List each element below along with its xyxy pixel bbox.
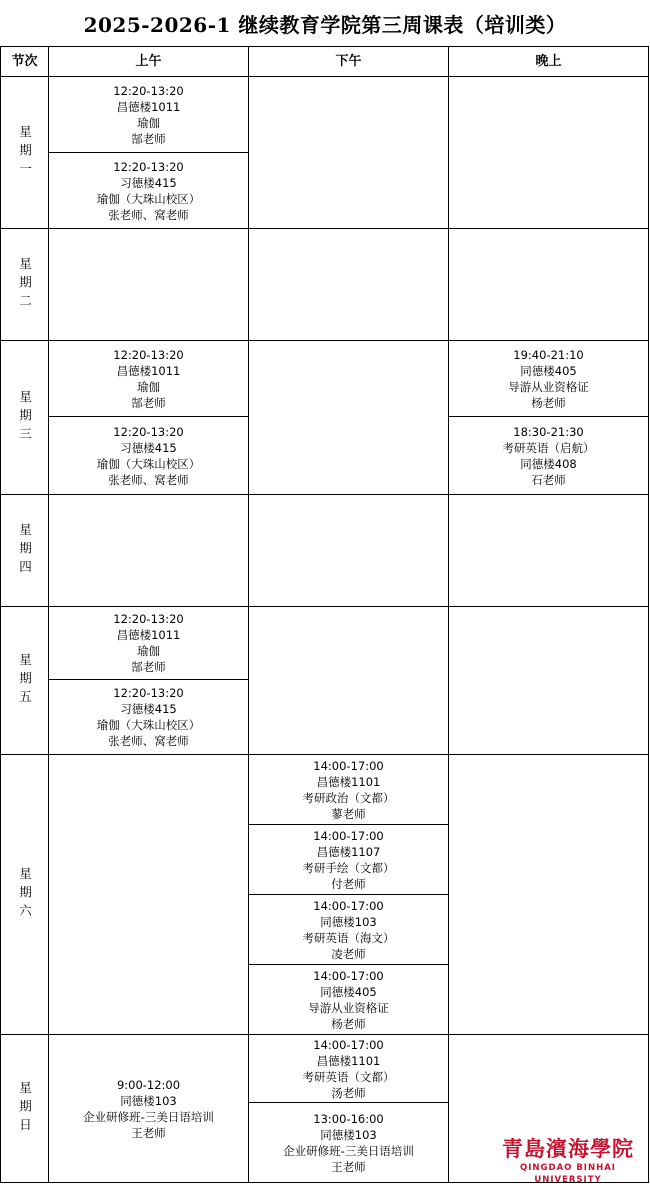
entry-course: 考研英语（海文） (302, 930, 395, 945)
entry-room: 习德楼415 (120, 175, 177, 190)
day-label-mon: 星期一 (17, 124, 33, 181)
entry-time: 12:20-13:20 (113, 686, 184, 700)
course-entry (49, 680, 248, 754)
header-session: 节次 (11, 53, 38, 69)
entry-room: 昌德楼1107 (316, 844, 381, 859)
entry-teacher: 凌老师 (331, 946, 366, 961)
row-divider (0, 1034, 649, 1035)
entry-teacher: 郜老师 (131, 395, 166, 410)
entry-time: 9:00-12:00 (116, 1077, 181, 1092)
entry-course: 瑜伽（大珠山校区） (96, 718, 201, 732)
cell-divider (48, 416, 248, 417)
entry-course: 瑜伽 (137, 379, 160, 394)
entry-room: 同德楼405 (520, 363, 577, 378)
day-label-sat: 星期六 (17, 866, 33, 923)
table-border-right (648, 46, 649, 1183)
entry-course: 瑜伽（大珠山校区） (96, 191, 201, 206)
header-morning: 上午 (135, 53, 162, 69)
table-border-top (0, 46, 649, 47)
entry-course: 考研政治（文都） (302, 790, 395, 805)
course-entry (449, 341, 648, 416)
entry-teacher: 蓼老师 (331, 806, 366, 821)
col-divider (448, 46, 449, 1183)
entry-time: 14:00-17:00 (313, 758, 384, 773)
entry-course: 导游从业资格证 (308, 1000, 389, 1015)
entry-teacher: 郜老师 (131, 660, 166, 674)
entry-time: 14:00-17:00 (313, 968, 384, 983)
course-entry (249, 1035, 448, 1102)
header-afternoon: 下午 (335, 53, 362, 69)
entry-room: 习德楼415 (120, 440, 177, 455)
course-entry (249, 895, 448, 964)
entry-time: 12:20-13:20 (113, 83, 184, 98)
entry-teacher: 王老师 (331, 1159, 366, 1174)
col-divider (48, 46, 49, 1183)
entry-time: 12:20-13:20 (113, 424, 184, 439)
schedule-table (0, 46, 650, 1183)
entry-time: 12:20-13:20 (113, 347, 184, 362)
course-entry (449, 417, 648, 494)
course-entry (49, 607, 248, 679)
entry-time: 18:30-21:30 (513, 424, 584, 439)
entry-course: 瑜伽（大珠山校区） (96, 456, 201, 471)
day-label-fri: 星期五 (17, 652, 33, 709)
entry-room: 昌德楼1011 (116, 628, 181, 642)
col-divider (248, 46, 249, 1183)
entry-course: 瑜伽 (137, 115, 160, 130)
entry-teacher: 杨老师 (331, 1016, 366, 1031)
cell-divider (248, 1102, 448, 1103)
entry-course: 导游从业资格证 (508, 379, 589, 394)
row-divider (0, 340, 649, 341)
row-divider (0, 494, 649, 495)
entry-teacher: 汤老师 (331, 1085, 366, 1100)
course-entry (249, 965, 448, 1034)
entry-course: 考研英语（启航） (502, 440, 595, 455)
course-entry (249, 825, 448, 894)
entry-time: 13:00-16:00 (313, 1111, 384, 1126)
cell-divider (248, 964, 448, 965)
entry-course: 考研手绘（文都） (302, 860, 395, 875)
entry-time: 12:20-13:20 (113, 159, 184, 174)
university-logo (490, 1136, 646, 1185)
entry-room: 昌德楼1101 (316, 774, 381, 789)
entry-room: 昌德楼1101 (316, 1053, 381, 1068)
header-evening: 晚上 (535, 53, 562, 69)
course-entry (49, 77, 248, 152)
entry-time: 19:40-21:10 (513, 347, 584, 362)
entry-room: 同德楼103 (320, 1127, 377, 1142)
entry-room: 同德楼408 (520, 456, 577, 471)
entry-teacher: 石老师 (531, 472, 566, 487)
day-label-tue: 星期二 (17, 256, 33, 313)
entry-course: 企业研修班-三美日语培训 (83, 1109, 214, 1124)
entry-time: 14:00-17:00 (313, 828, 384, 843)
table-border-left (0, 46, 1, 1183)
cell-divider (48, 152, 248, 153)
entry-teacher: 张老师、窝老师 (108, 472, 189, 487)
entry-teacher: 张老师、窝老师 (108, 734, 189, 748)
entry-room: 同德楼405 (320, 984, 377, 999)
entry-teacher: 杨老师 (531, 395, 566, 410)
logo-english-name: QINGDAO BINHAI UNIVERSITY (520, 1163, 616, 1185)
course-entry (49, 417, 248, 494)
entry-course: 考研英语（文都） (302, 1069, 395, 1084)
day-label-wed: 星期三 (17, 389, 33, 446)
entry-teacher: 郜老师 (131, 131, 166, 146)
entry-teacher: 王老师 (131, 1125, 166, 1140)
course-entry (49, 1035, 248, 1182)
entry-room: 昌德楼1011 (116, 363, 181, 378)
entry-room: 昌德楼1011 (116, 99, 181, 114)
row-divider (0, 76, 649, 77)
row-divider (0, 754, 649, 755)
entry-time: 12:20-13:20 (113, 612, 184, 626)
course-entry (49, 153, 248, 228)
entry-room: 习德楼415 (120, 702, 177, 716)
entry-room: 同德楼103 (320, 914, 377, 929)
entry-teacher: 张老师、窝老师 (108, 207, 189, 222)
cell-divider (48, 679, 248, 680)
cell-divider (248, 894, 448, 895)
entry-time: 14:00-17:00 (313, 1037, 384, 1052)
row-divider (0, 606, 649, 607)
course-entry (249, 755, 448, 824)
entry-room: 同德楼103 (120, 1093, 177, 1108)
cell-divider (448, 416, 649, 417)
day-label-sun: 星期日 (17, 1080, 33, 1137)
row-divider (0, 228, 649, 229)
entry-teacher: 付老师 (331, 876, 366, 891)
logo-chinese-name: 青島濱海學院 (502, 1136, 634, 1161)
day-label-thu: 星期四 (17, 522, 33, 579)
cell-divider (248, 824, 448, 825)
entry-course: 瑜伽 (137, 644, 160, 658)
course-entry (249, 1103, 448, 1182)
course-entry (49, 341, 248, 416)
page-title: 2025-2026-1 继续教育学院第三周课表（培训类） (83, 12, 567, 37)
entry-time: 14:00-17:00 (313, 898, 384, 913)
entry-course: 企业研修班-三美日语培训 (283, 1143, 414, 1158)
